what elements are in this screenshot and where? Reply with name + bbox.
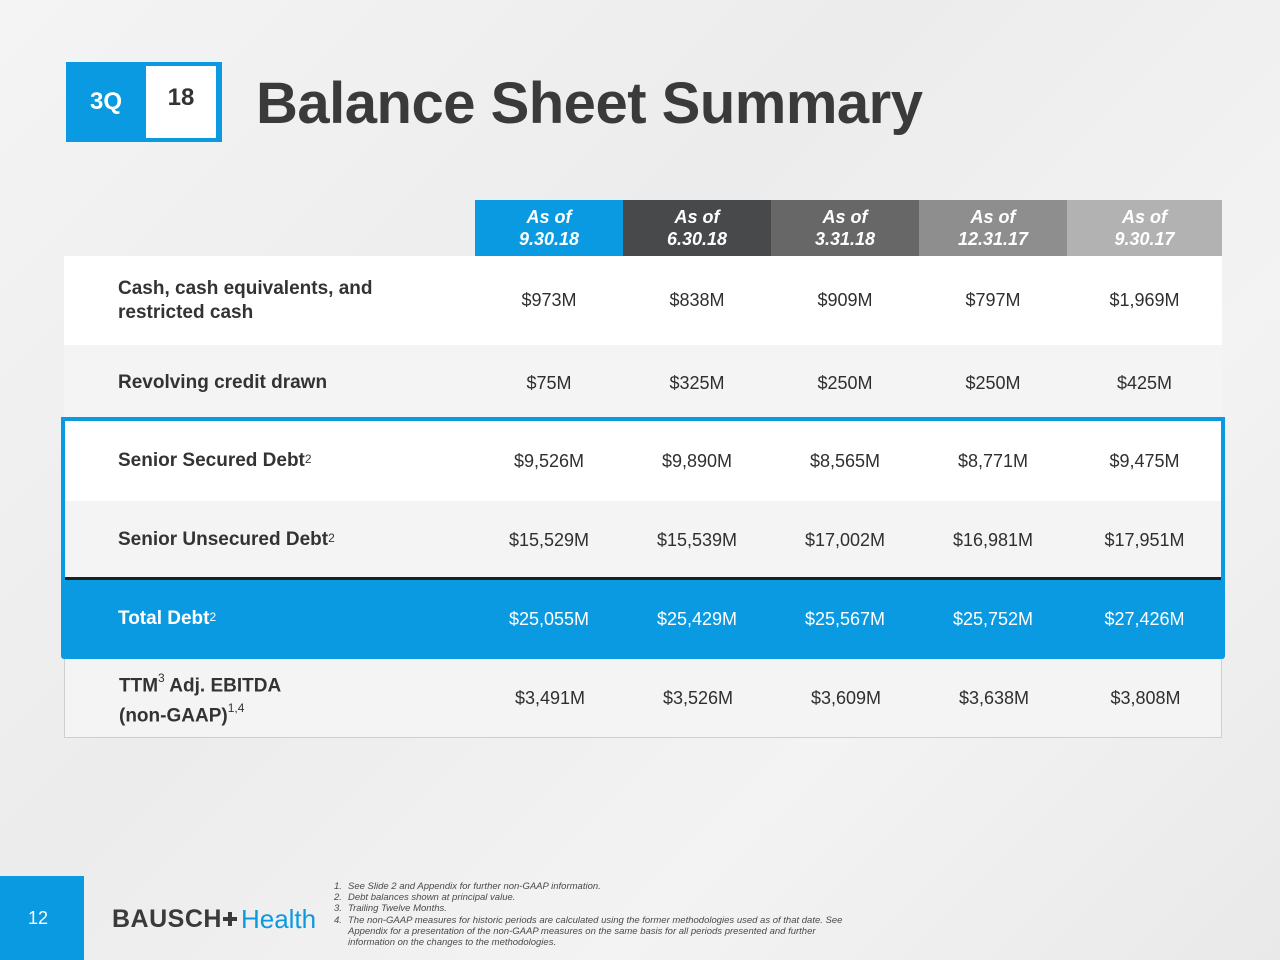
column-header-6-30-18: As of 6.30.18 <box>623 200 771 256</box>
row-label-ttm-adj-ebitda: TTM$^3$ Adj. EBITDA (non-GAAP)$^{1,4}$ <box>119 670 282 727</box>
table-cell: $25,752M <box>952 608 1034 629</box>
column-header-3-31-18: As of 3.31.18 <box>771 200 919 256</box>
table-cell: $25,055M <box>508 608 590 629</box>
plus-icon <box>223 912 237 926</box>
table-cell: $25,567M <box>804 608 886 629</box>
footnote: 1. See Slide 2 and Appendix for further non-GAAP information. <box>334 881 601 892</box>
table-cell: $3,638M <box>958 687 1030 708</box>
quarter-badge <box>66 62 222 142</box>
logo-word-bausch: BAUSCH <box>112 904 222 933</box>
table-cell: $1,969M <box>1109 290 1180 310</box>
footnotes <box>334 881 854 948</box>
year-label: 18 <box>146 66 216 138</box>
table-cell: $9,475M <box>1109 450 1180 471</box>
table-cell: $3,526M <box>662 687 734 708</box>
column-header-12-31-17: As of 12.31.17 <box>919 200 1067 256</box>
page-title: Balance Sheet Summary <box>256 71 923 136</box>
table-cell: $250M <box>965 372 1021 393</box>
table-row-total-debt <box>64 580 1222 658</box>
balance-sheet-table <box>64 200 1222 727</box>
table-cell: $973M <box>521 290 577 310</box>
row-label-senior-secured-debt: Senior Secured Debt $^2$ <box>118 450 312 471</box>
table-row-revolving-credit <box>64 345 1222 421</box>
table-row-senior-unsecured-debt <box>64 501 1222 579</box>
row-label-cash: Cash, cash equivalents, and restricted cash <box>118 277 373 323</box>
table-cell: $3,609M <box>810 687 882 708</box>
table-cell: $325M <box>669 372 725 393</box>
table-row-senior-secured-debt <box>64 421 1222 501</box>
quarter-label: 3Q <box>89 88 122 115</box>
table-cell: $15,529M <box>508 529 590 550</box>
table-cell: $8,565M <box>809 450 881 471</box>
table-row-ttm-adj-ebitda <box>64 659 1222 738</box>
table-cell: $250M <box>817 372 873 393</box>
page-number: 12 <box>0 876 84 960</box>
table-cell: $17,002M <box>804 529 886 550</box>
table-header-row <box>64 200 1222 256</box>
table-cell: $909M <box>817 290 873 310</box>
row-label-senior-unsecured-debt: Senior Unsecured Debt $^2$ <box>118 529 335 550</box>
logo-word-health: Health <box>240 903 317 934</box>
table-cell: $838M <box>669 290 725 310</box>
footnote: 2. Debt balances shown at principal value. <box>334 892 516 904</box>
table-cell: $17,951M <box>1104 529 1185 550</box>
row-label-revolving-credit: Revolving credit drawn <box>118 372 328 393</box>
table-cell: $3,491M <box>514 687 586 708</box>
table-cell: $425M <box>1116 372 1173 393</box>
table-cell: $25,429M <box>656 608 738 629</box>
table-cell: $8,771M <box>957 450 1029 471</box>
table-cell: $16,981M <box>952 529 1034 550</box>
footnote: 4. The non-GAAP measures for historic periods are calculated using the former methodologies used as of that date. See Appendix for a presentation of the non-GAAP measures on the same basis for all periods presented and further information on the changes to the methodologies. <box>334 914 843 949</box>
table-cell: $797M <box>965 290 1021 310</box>
table-cell: $15,539M <box>656 529 738 550</box>
footnote: 3. Trailing Twelve Months. <box>334 903 447 915</box>
table-cell: $27,426M <box>1104 608 1185 629</box>
table-cell: $3,808M <box>1110 687 1181 708</box>
table-cell: $9,890M <box>661 450 733 471</box>
column-header-9-30-17: As of 9.30.17 <box>1067 200 1222 256</box>
column-header-9-30-18: As of 9.30.18 <box>475 200 623 256</box>
table-cell: $75M <box>526 372 572 393</box>
row-label-total-debt: Total Debt $^2$ <box>118 608 217 629</box>
bausch-health-logo <box>112 902 316 936</box>
table-row-cash <box>64 256 1222 345</box>
table-cell: $9,526M <box>513 450 585 471</box>
